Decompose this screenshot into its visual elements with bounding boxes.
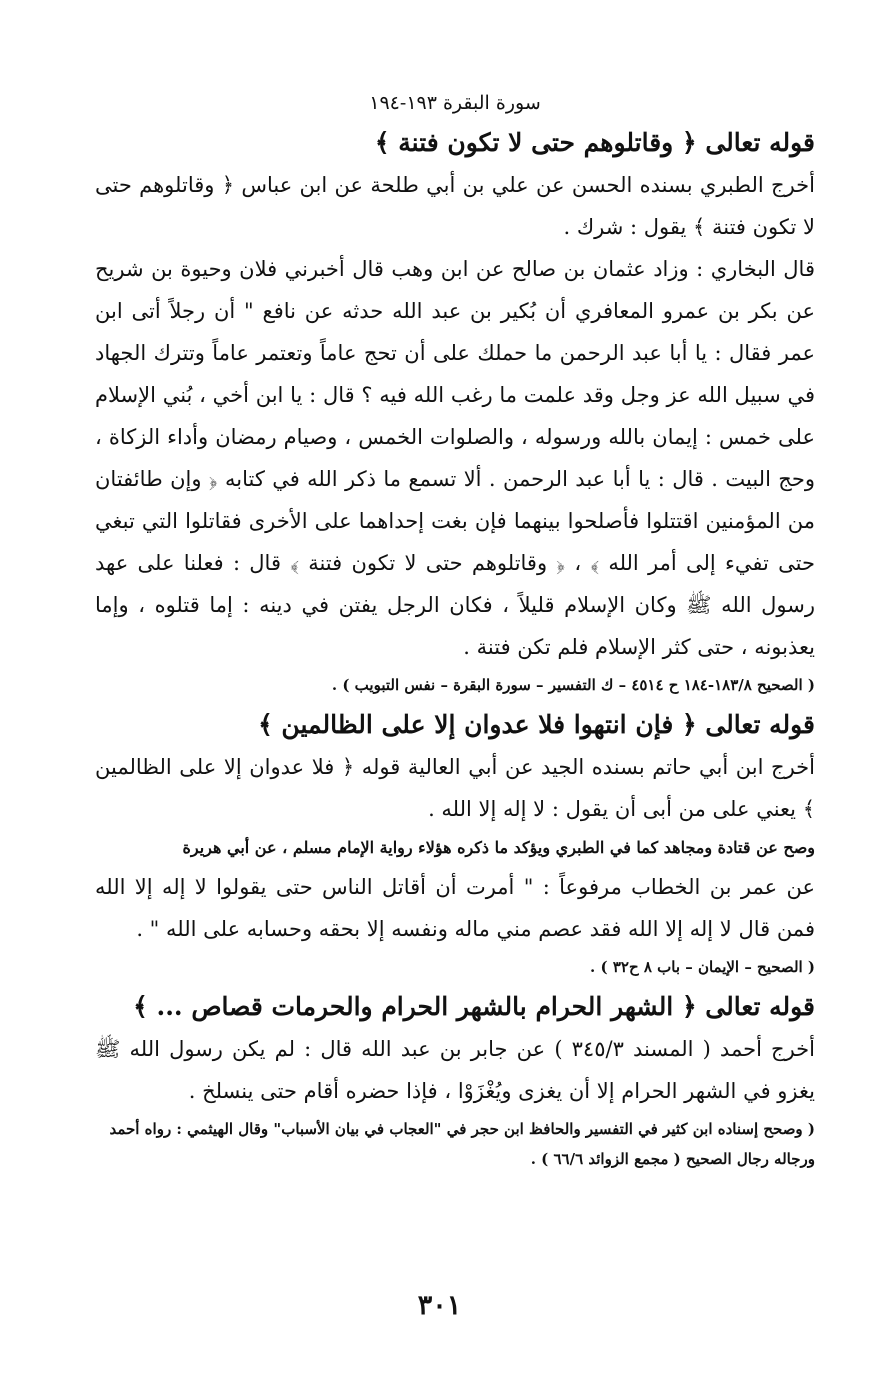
page-content [95,88,815,1178]
section-heading: قوله تعالى ﴿ الشهر الحرام بالشهر الحرام والحرمات قصاص ... ﴾ [133,992,815,1021]
paragraph: قال البخاري : وزاد عثمان بن صالح عن ابن وهب قال أخبرني فلان وحيوة بن شريح عن بكر بن عمرو المعافري أن بُكير بن عبد الله حدثه عن نافع " أن رجلاً أتى ابن عمر فقال : يا أبا عبد الرحمن ما حملك على أن تحج عاماً وتعتمر عاماً وتترك الجهاد في سبيل الله عز وجل وقد علمت ما رغب الله فيه ؟ قال : يا ابن أخي ، بُني الإسلام على خمس : إيمان بالله ورسوله ، والصلوات الخمس ، وصيام رمضان وأداء الزكاة ، وحج البيت . قال : يا أبا عبد الرحمن . ألا تسمع ما ذكر الله في كتابه ﴿ وإن طائفتان من المؤمنين اقتتلوا فأصلحوا بينهما فإن بغت إحداهما على الأخرى فقاتلوا التي تبغي حتى تفيء إلى أمر الله ﴾ ، ﴿ وقاتلوهم حتى لا تكون فتنة ﴾ قال : فعلنا على عهد رسول الله ﷺ وكان الإسلام قليلاً ، فكان الرجل يفتن في دينه : إما قتلوه ، وإما يعذبونه ، حتى كثر الإسلام فلم تكن فتنة . [95,257,815,659]
paragraph: أخرج ابن أبي حاتم بسنده الجيد عن أبي العالية قوله ﴿ فلا عدوان إلا على الظالمين ﴾ يعني على من أبى أن يقول : لا إله إلا الله . [95,755,815,821]
page-number: ٣٠١ [417,1290,462,1321]
section-heading: قوله تعالى ﴿ فإن انتهوا فلا عدوان إلا على الظالمين ﴾ [258,710,815,739]
reference-note: ( الصحيح – الإيمان – باب ٨ ح٣٢ ) . [590,958,815,976]
reference-note: ( الصحيح ١٨٣/٨-١٨٤ ح ٤٥١٤ – ك التفسير – سورة البقرة – نفس التبويب ) . [331,676,815,694]
running-header: سورة البقرة ١٩٣-١٩٤ [369,92,541,114]
bold-paragraph: وصح عن قتادة ومجاهد كما في الطبري ويؤكد ما ذكره هؤلاء رواية الإمام مسلم ، عن أبي هريرة [182,838,815,857]
section-heading: قوله تعالى ﴿ وقاتلوهم حتى لا تكون فتنة ﴾ [374,128,815,157]
reference-note: ( وصحح إسناده ابن كثير في التفسير والحافظ ابن حجر في "العجاب في بيان الأسباب" وقال الهيثمي : رواه أحمد ورجاله رجال الصحيح ( مجمع الزوائد ٦٦/٦ ) . [109,1120,815,1168]
paragraph: أخرج الطبري بسنده الحسن عن علي بن أبي طلحة عن ابن عباس ﴿ وقاتلوهم حتى لا تكون فتنة ﴾ يقول : شرك . [95,173,815,239]
paragraph: عن عمر بن الخطاب مرفوعاً : " أمرت أن أقاتل الناس حتى يقولوا لا إله إلا الله فمن قال لا إله إلا الله فقد عصم مني ماله ونفسه إلا بحقه وحسابه على الله " . [95,875,815,941]
paragraph: أخرج أحمد ( المسند ٣٤٥/٣ ) عن جابر بن عبد الله قال : لم يكن رسول الله ﷺ يغزو في الشهر الحرام إلا أن يغزى ويُغْزَوْا ، فإذا حضره أقام حتى ينسلخ . [95,1037,815,1103]
